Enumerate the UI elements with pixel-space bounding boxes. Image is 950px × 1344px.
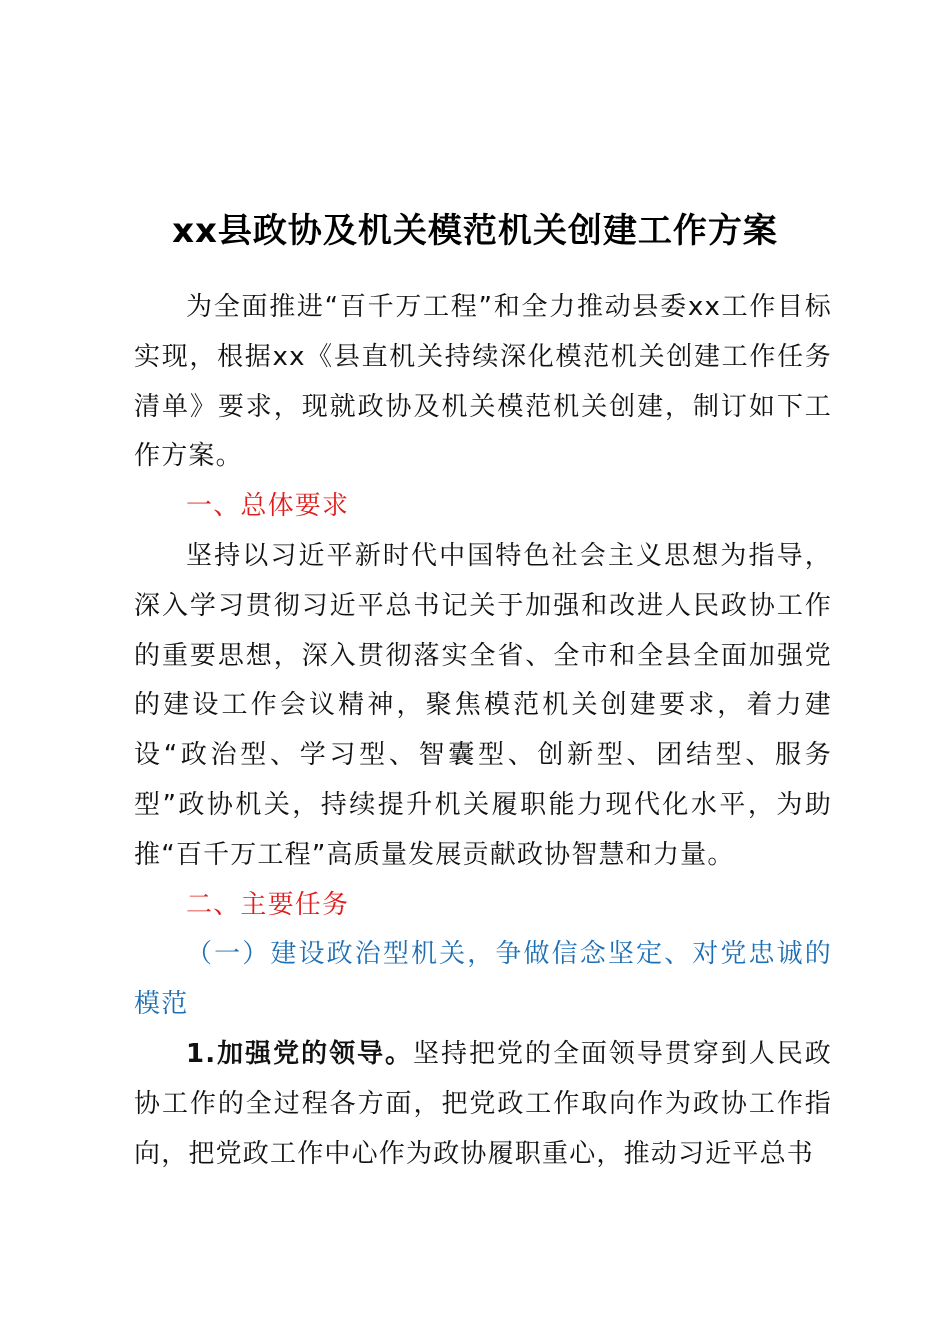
item-title: 1.加强党的领导。 xyxy=(186,1038,414,1069)
document-body xyxy=(134,283,832,1179)
section-heading-general-requirements: 一、总体要求 xyxy=(186,491,350,522)
intro-paragraph: 为全面推进“百千万工程”和全力推动县委xx工作目标实现，根据xx《县直机关持续深化模范机关创建工作任务清单》要求，现就政协及机关模范机关创建，制订如下工作方案。 xyxy=(134,292,832,472)
section-heading-main-tasks: 二、主要任务 xyxy=(186,889,350,920)
subsection-heading-political-organ: （一）建设政治型机关，争做信念坚定、对党忠诚的模范 xyxy=(134,939,832,1020)
general-requirements-paragraph: 坚持以习近平新时代中国特色社会主义思想为指导，深入学习贯彻习近平总书记关于加强和改进人民政协工作的重要思想，深入贯彻落实全省、全市和全县全面加强党的建设工作会议精神，聚焦模范机关创建要求，着力建设“政治型、学习型、智囊型、创新型、团结型、服务型”政协机关，持续提升机关履职能力现代化水平，为助推“百千万工程”高质量发展贡献政协智慧和力量。 xyxy=(134,540,832,870)
item-body: 坚持把党的全面领导贯穿到人民政协工作的全过程各方面，把党政工作取向作为政协工作指向，把党政工作中心作为政协履职重心，推动习近平总书 xyxy=(134,1038,832,1169)
item-paragraph-party-leadership xyxy=(134,1030,832,1179)
document-title: xx县政协及机关模范机关创建工作方案 xyxy=(172,211,778,251)
